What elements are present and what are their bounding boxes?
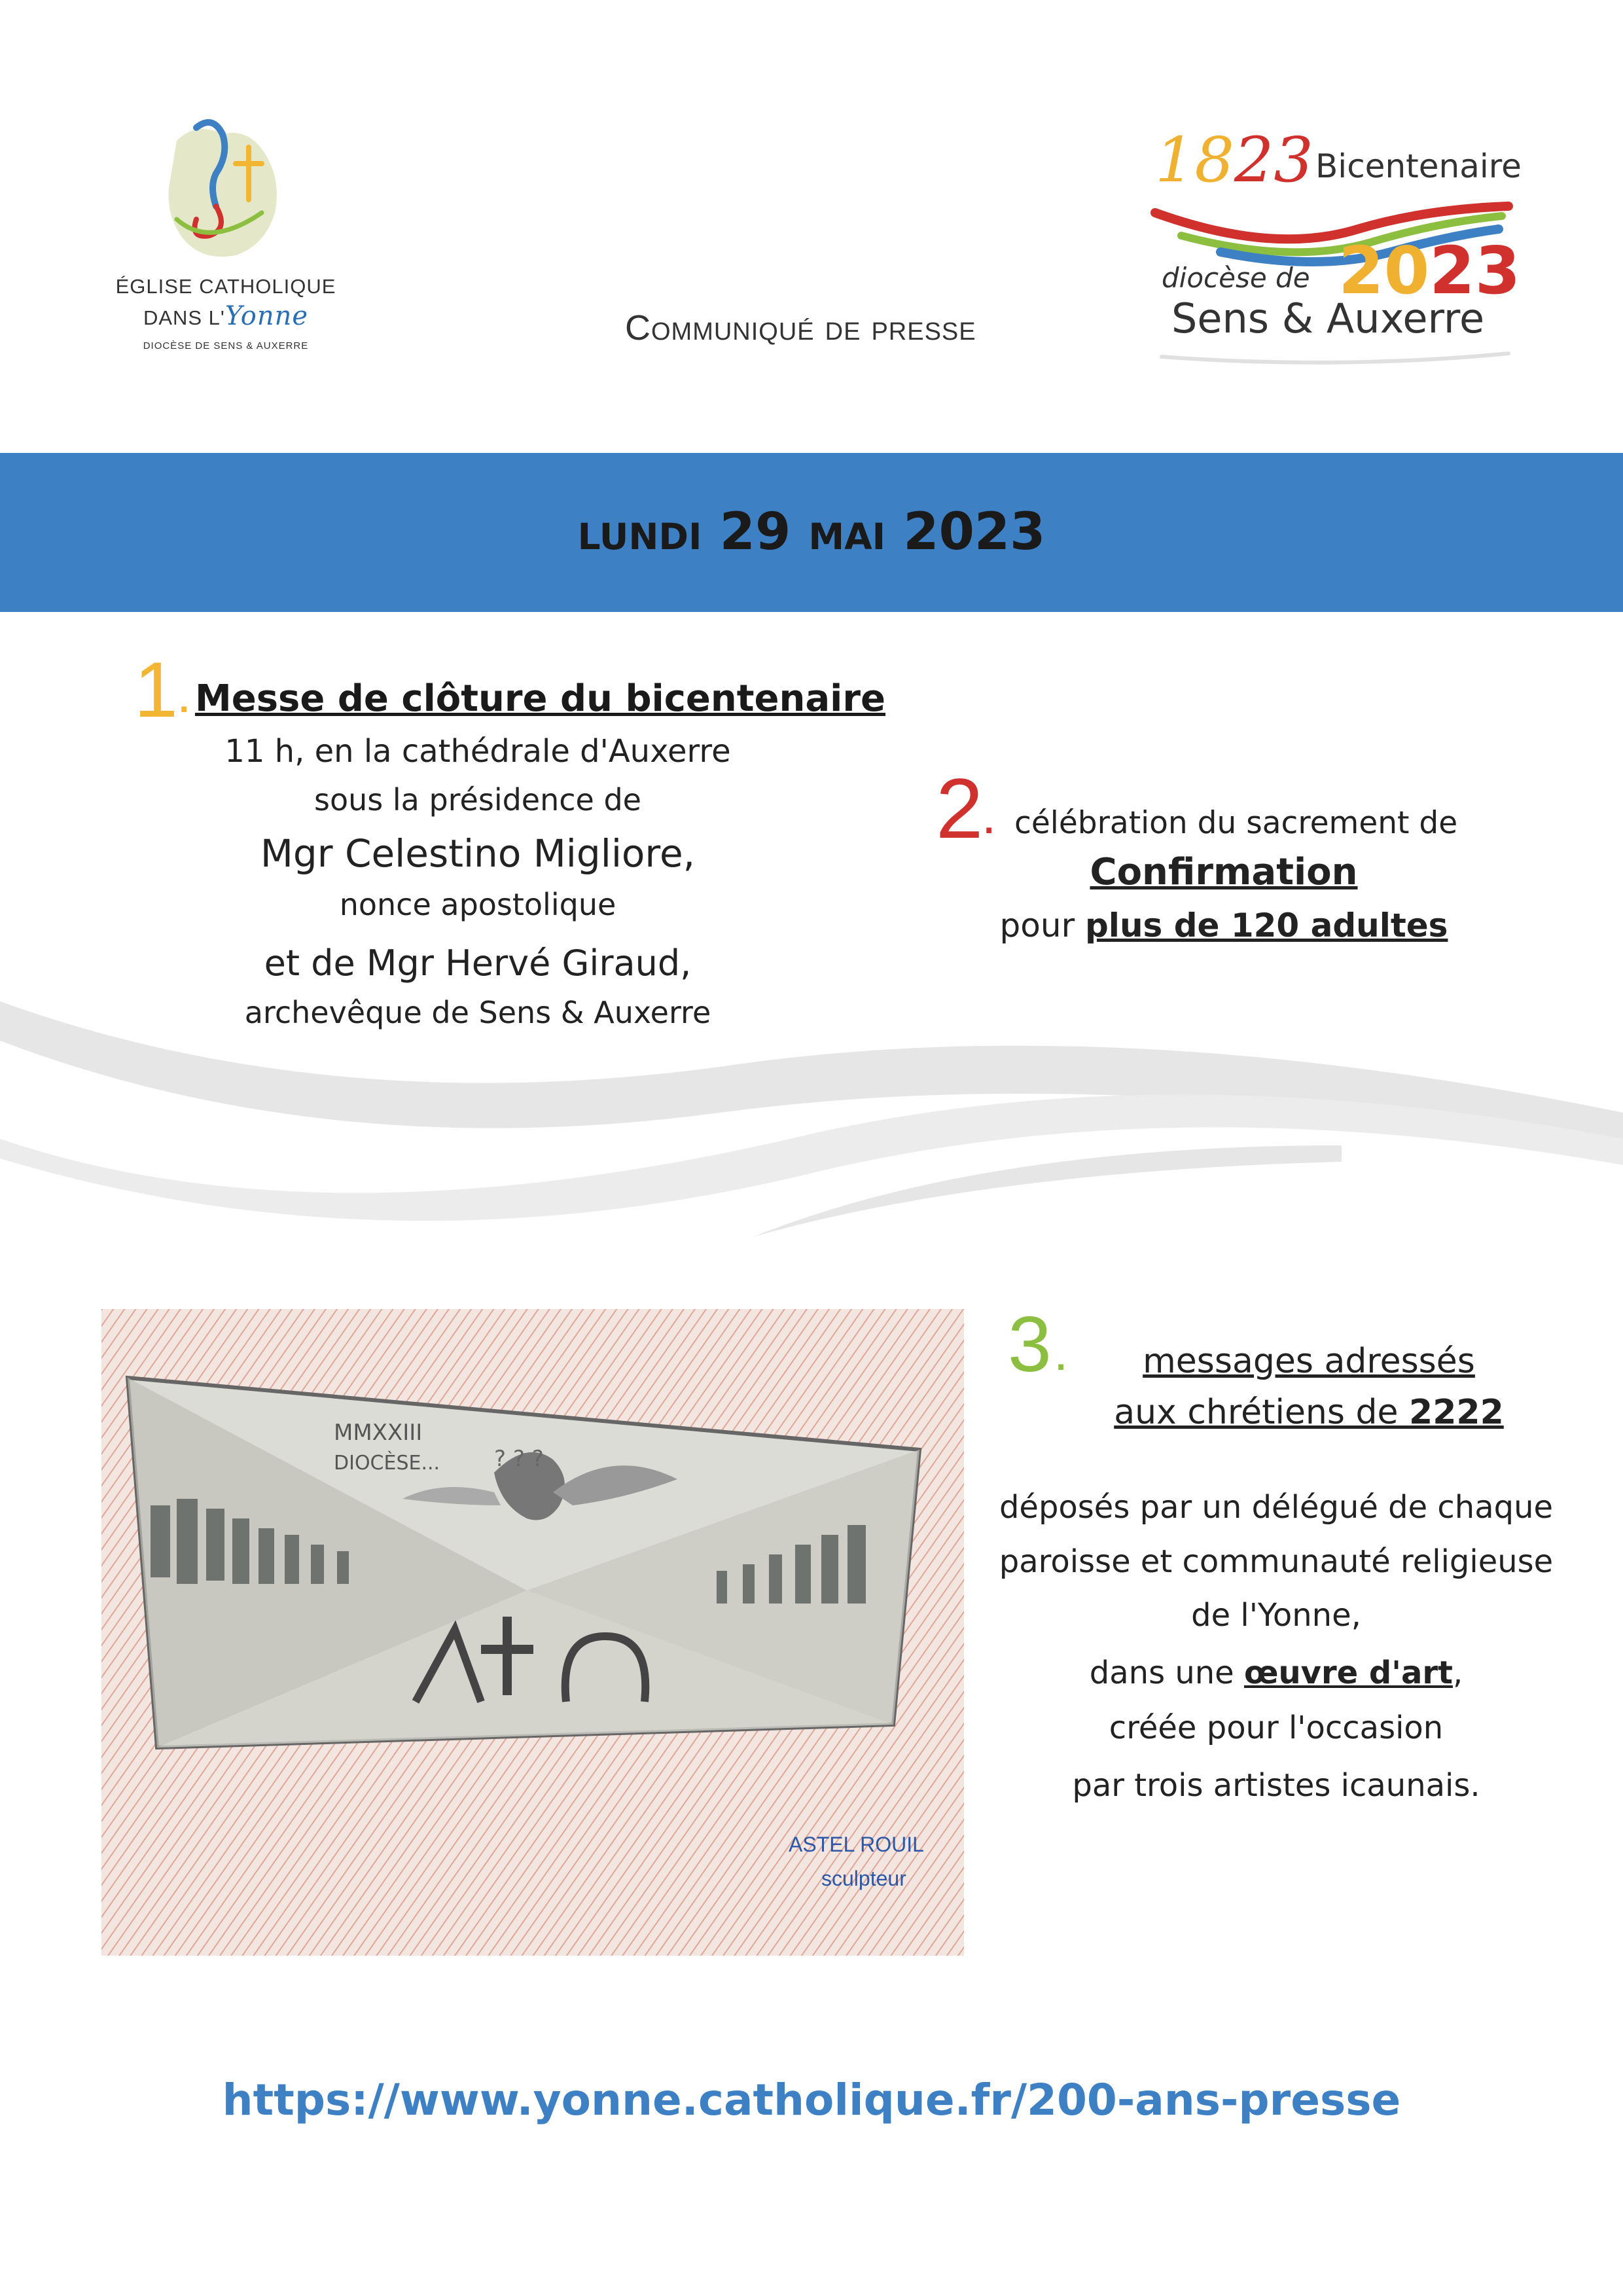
date-day: lundi [577,503,702,562]
event-date [0,503,1623,562]
logo-line1: ÉGLISE CATHOLIQUE [115,275,336,298]
section2-number: 2 [936,761,984,856]
date-year: 2023 [903,503,1046,562]
section3-heading2 [1047,1393,1571,1432]
date-number: 29 [719,503,791,562]
section3-body-line: déposés par un délégué de chaque [999,1489,1554,1526]
diocese-de-label: diocèse de [1162,262,1310,294]
section2-adults: plus de 120 adultes [1085,906,1448,944]
diocese-logo [98,115,353,370]
sens-auxerre-label: Sens & Auxerre [1171,295,1485,342]
artwork-drawing [101,1309,964,1956]
section3-dot: . [1054,1323,1069,1381]
section3-artwork-line [982,1655,1571,1691]
section3-body-line: paroisse et communauté religieuse [999,1543,1554,1580]
year-2023-a: 20 [1338,232,1430,309]
artist-role: sculpteur [821,1867,906,1890]
section3-body-line: créée pour l'occasion [1109,1710,1444,1746]
year-1823-a: 18 [1155,124,1234,196]
section1-line: et de Mgr Hervé Giraud, [264,942,692,984]
section3-year: 2222 [1409,1393,1504,1432]
section2-line1: célébration du sacrement de [1014,805,1458,841]
section3-body-line: de l'Yonne, [1191,1597,1361,1634]
section1-line: sous la présidence de [314,782,641,817]
bicentenaire-label: Bicentenaire [1315,147,1522,185]
artwork-inscription1: MMXXIII [334,1420,423,1446]
decorative-waves [0,936,1623,1276]
section1-number: 1 [134,646,178,734]
section2-line3-prefix: pour [999,906,1086,944]
section1-line: archevêque de Sens & Auxerre [244,995,711,1030]
bicentenary-logo [1142,124,1535,380]
logo-line3: DIOCÈSE DE SENS & AUXERRE [143,340,309,351]
yonne-map-logo-icon [151,115,301,272]
date-band [0,453,1623,612]
year-2023-b: 23 [1429,232,1521,309]
section3-body4-prefix: dans une [1089,1655,1244,1691]
date-month: mai [808,503,886,562]
section1-dot: . [177,665,192,723]
section1-line: Mgr Celestino Migliore, [260,831,696,876]
press-url-link[interactable]: https://www.yonne.catholique.fr/200-ans-presse [222,2075,1401,2125]
logo-line2 [98,301,353,331]
section3-body4-suffix: , [1452,1655,1463,1691]
year-1823 [1155,124,1313,196]
year-1823-b: 23 [1234,124,1313,196]
section1-title: Messe de clôture du bicentenaire [195,677,885,720]
artwork-question-marks: ? ? ? [494,1446,544,1472]
section3-oeuvre: œuvre d'art [1243,1655,1453,1691]
artwork-inscription2: DIOCÈSE... [334,1452,440,1475]
artwork-image [101,1309,964,1956]
section2-confirmation: Confirmation [1090,851,1358,893]
logo-yonne: Yonne [224,301,309,331]
section2-line3 [929,906,1518,944]
section3-body-line: par trois artistes icaunais. [1072,1767,1480,1804]
section3-heading2-prefix: aux chrétiens de [1114,1393,1410,1432]
section3-heading1: messages adressés [1143,1342,1475,1381]
section1-line: nonce apostolique [339,887,616,922]
section3-number: 3 [1008,1300,1052,1388]
section1-line: 11 h, en la cathédrale d'Auxerre [224,733,731,770]
logo-line2-prefix: DANS L' [143,306,225,329]
section2-dot: . [982,786,997,844]
artist-name: ASTEL ROUIL [789,1833,924,1856]
press-release-title: Communiqué de presse [625,308,976,348]
